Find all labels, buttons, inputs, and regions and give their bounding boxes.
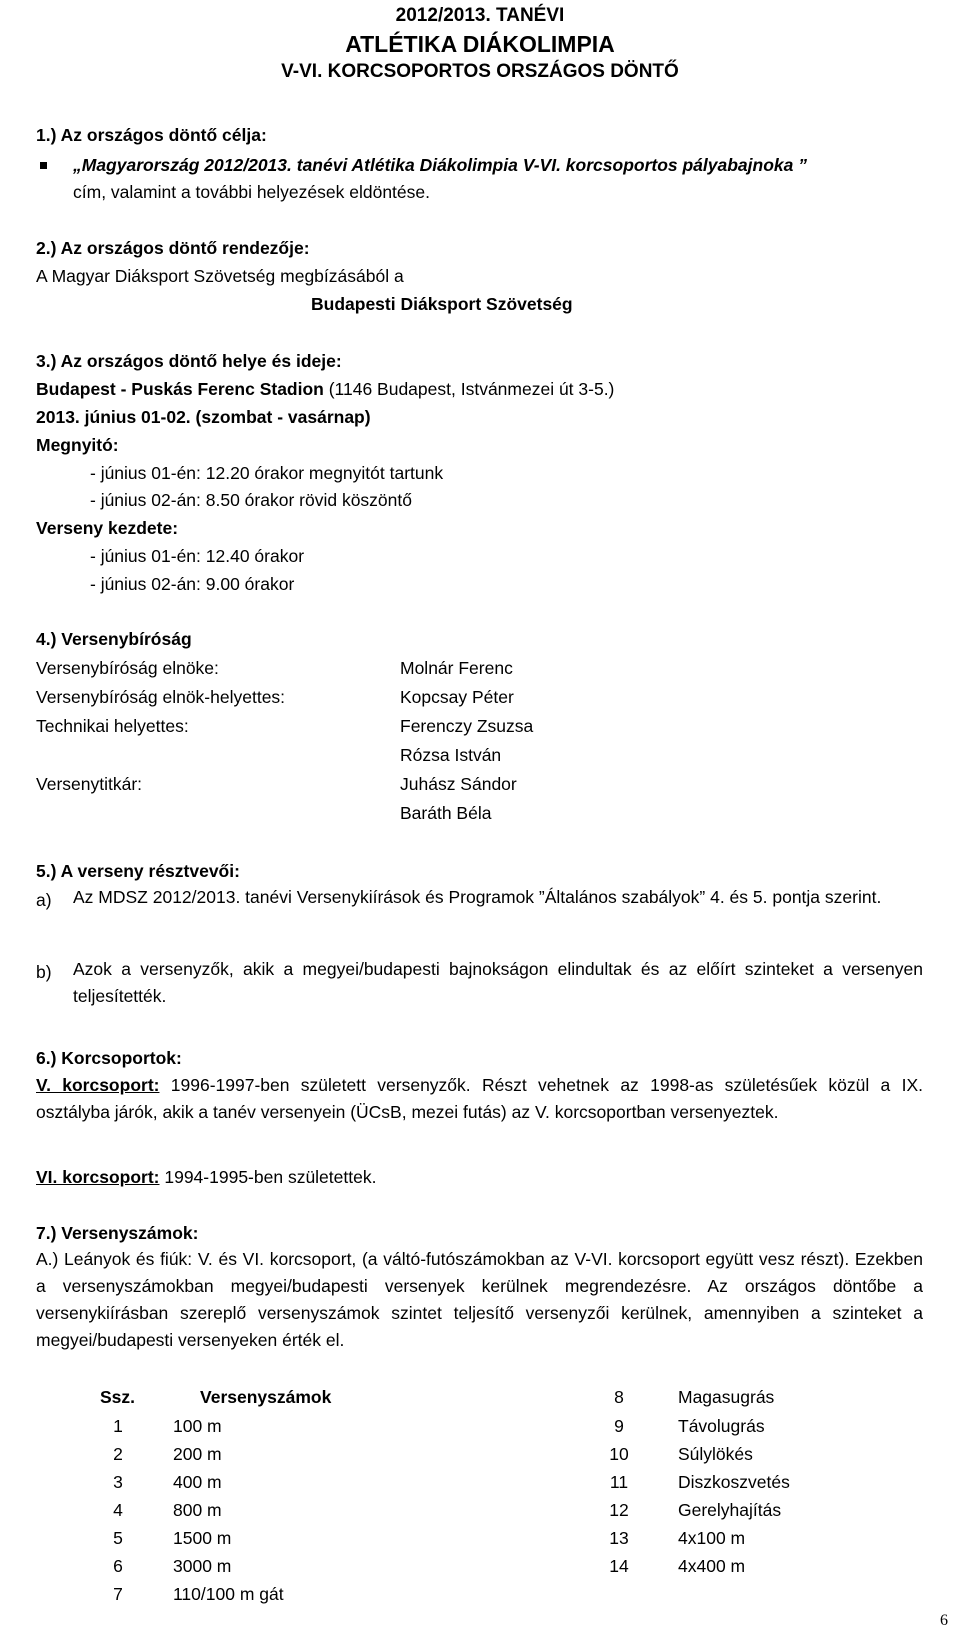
event-number: 12 <box>609 1500 629 1520</box>
header-subtitle: V-VI. KORCSOPORTOS ORSZÁGOS DÖNTŐ <box>281 61 679 82</box>
age-group-v-text: 1996-1997-ben született versenyzők. Részt vehetnek az 1998-as születésűek közül a IX. osztályba járók, akik a tanév versenyein (ÜCsB, mezei futás) az V. korcsoportban versenyeztek. <box>36 1075 923 1122</box>
opening-label: Megnyitó: <box>36 435 119 455</box>
section-1-heading: 1.) Az országos döntő célja: <box>36 125 267 145</box>
venue-address: (1146 Budapest, Istvánmezei út 3-5.) <box>323 379 615 399</box>
event-name: 4x400 m <box>678 1556 746 1576</box>
event-name: Magasugrás <box>678 1387 775 1407</box>
event-number: 13 <box>609 1528 629 1548</box>
section-2-heading: 2.) Az országos döntő rendezője: <box>36 238 310 258</box>
event-name: 3000 m <box>173 1556 232 1576</box>
role-name: Molnár Ferenc <box>400 658 513 678</box>
event-number: 3 <box>113 1472 123 1492</box>
role-label: Versenytitkár: <box>36 774 143 794</box>
start-label: Verseny kezdete: <box>36 518 179 538</box>
venue-name: Budapest - Puskás Ferenc Stadion <box>36 379 324 399</box>
page-number: 6 <box>940 1612 948 1629</box>
event-name: Gerelyhajítás <box>678 1500 782 1520</box>
event-number: 7 <box>113 1584 123 1604</box>
opening-day-1: - június 01-én: 12.20 órakor megnyitót tartunk <box>90 463 444 483</box>
header-school-year: 2012/2013. TANÉVI <box>395 5 565 26</box>
event-number: 8 <box>614 1387 624 1407</box>
event-name: 100 m <box>173 1416 222 1436</box>
event-number: 4 <box>113 1500 123 1520</box>
section-7-heading: 7.) Versenyszámok: <box>36 1223 199 1243</box>
role-name: Ferenczy Zsuzsa <box>400 716 534 736</box>
table-header-num: Ssz. <box>100 1387 136 1407</box>
role-name: Juhász Sándor <box>400 774 517 794</box>
event-number: 1 <box>113 1416 123 1436</box>
participants-item-a: Az MDSZ 2012/2013. tanévi Versenykiírások és Programok ”Általános szabályok” 4. és 5. pontja szerint. <box>73 887 882 907</box>
section-4-heading: 4.) Versenybíróság <box>36 629 192 649</box>
age-group-vi-label: VI. korcsoport: <box>36 1167 160 1187</box>
role-label: Versenybíróság elnöke: <box>36 658 219 678</box>
start-day-1: - június 01-én: 12.40 órakor <box>90 546 305 566</box>
role-name: Rózsa István <box>400 745 502 765</box>
list-marker: b) <box>36 962 52 982</box>
start-day-2: - június 02-án: 9.00 órakor <box>90 574 295 594</box>
table-header-event: Versenyszámok <box>200 1387 332 1407</box>
age-group-vi <box>36 1166 376 1188</box>
age-group-v <box>36 1072 923 1126</box>
event-name: Diszkoszvetés <box>678 1472 790 1492</box>
event-number: 5 <box>113 1528 123 1548</box>
age-group-v-label: V. korcsoport: <box>36 1075 160 1095</box>
participants-item-b: Azok a versenyzők, akik a megyei/budapesti bajnokságon elindultak és az előírt szinteket a versenyen teljesítették. <box>73 959 923 1006</box>
event-name: 4x100 m <box>678 1528 746 1548</box>
document-header <box>0 2 960 86</box>
role-label: Versenybíróság elnök-helyettes: <box>36 687 286 707</box>
event-name: 110/100 m gát <box>173 1584 284 1604</box>
opening-day-2: - június 02-án: 8.50 órakor rövid köszöntő <box>90 490 412 510</box>
event-number: 2 <box>113 1444 123 1464</box>
event-name: 400 m <box>173 1472 222 1492</box>
event-number: 9 <box>614 1416 624 1436</box>
event-name: Súlylökés <box>678 1444 753 1464</box>
header-title: ATLÉTIKA DIÁKOLIMPIA <box>345 31 615 57</box>
role-name: Baráth Béla <box>400 803 492 823</box>
role-name: Kopcsay Péter <box>400 687 514 707</box>
section-2-organizer: Budapesti Diáksport Szövetség <box>311 294 573 314</box>
event-name: 800 m <box>173 1500 222 1520</box>
section-5-heading: 5.) A verseny résztvevői: <box>36 861 240 881</box>
event-name: 200 m <box>173 1444 222 1464</box>
section-6-heading: 6.) Korcsoportok: <box>36 1048 182 1068</box>
event-number: 14 <box>609 1556 629 1576</box>
age-group-vi-text: 1994-1995-ben születettek. <box>159 1167 377 1187</box>
square-bullet-icon <box>40 162 47 169</box>
events-paragraph: A.) Leányok és fiúk: V. és VI. korcsoport, (a váltó-futószámokban az V-VI. korcsoport együtt vesz részt). Ezekben a versenyszámokban megyei/budapesti versenyek kerülnek megrendezésre. Az országos döntőbe a versenykiírásban szereplő versenyszámok szintet teljesítő versenyzői kerülnek, amennyiben a szinteket a megyei/budapesti versenyeken érték el. <box>36 1249 923 1350</box>
event-number: 11 <box>609 1472 629 1492</box>
list-marker: a) <box>36 890 52 910</box>
section-3-venue <box>36 378 614 400</box>
event-number: 6 <box>113 1556 123 1576</box>
section-3-heading: 3.) Az országos döntő helye és ideje: <box>36 351 342 371</box>
role-label: Technikai helyettes: <box>36 716 189 736</box>
event-name: Távolugrás <box>678 1416 765 1436</box>
section-1-bullet-title: „Magyarország 2012/2013. tanévi Atlétika Diákolimpia V-VI. korcsoportos pályabajnoka ” <box>73 155 807 175</box>
event-number: 10 <box>609 1444 629 1464</box>
section-1-bullet-continuation: cím, valamint a további helyezések eldöntése. <box>73 182 430 202</box>
section-3-date: 2013. június 01-02. (szombat - vasárnap) <box>36 407 371 427</box>
section-2-line: A Magyar Diáksport Szövetség megbízásából a <box>36 266 404 286</box>
event-name: 1500 m <box>173 1528 232 1548</box>
